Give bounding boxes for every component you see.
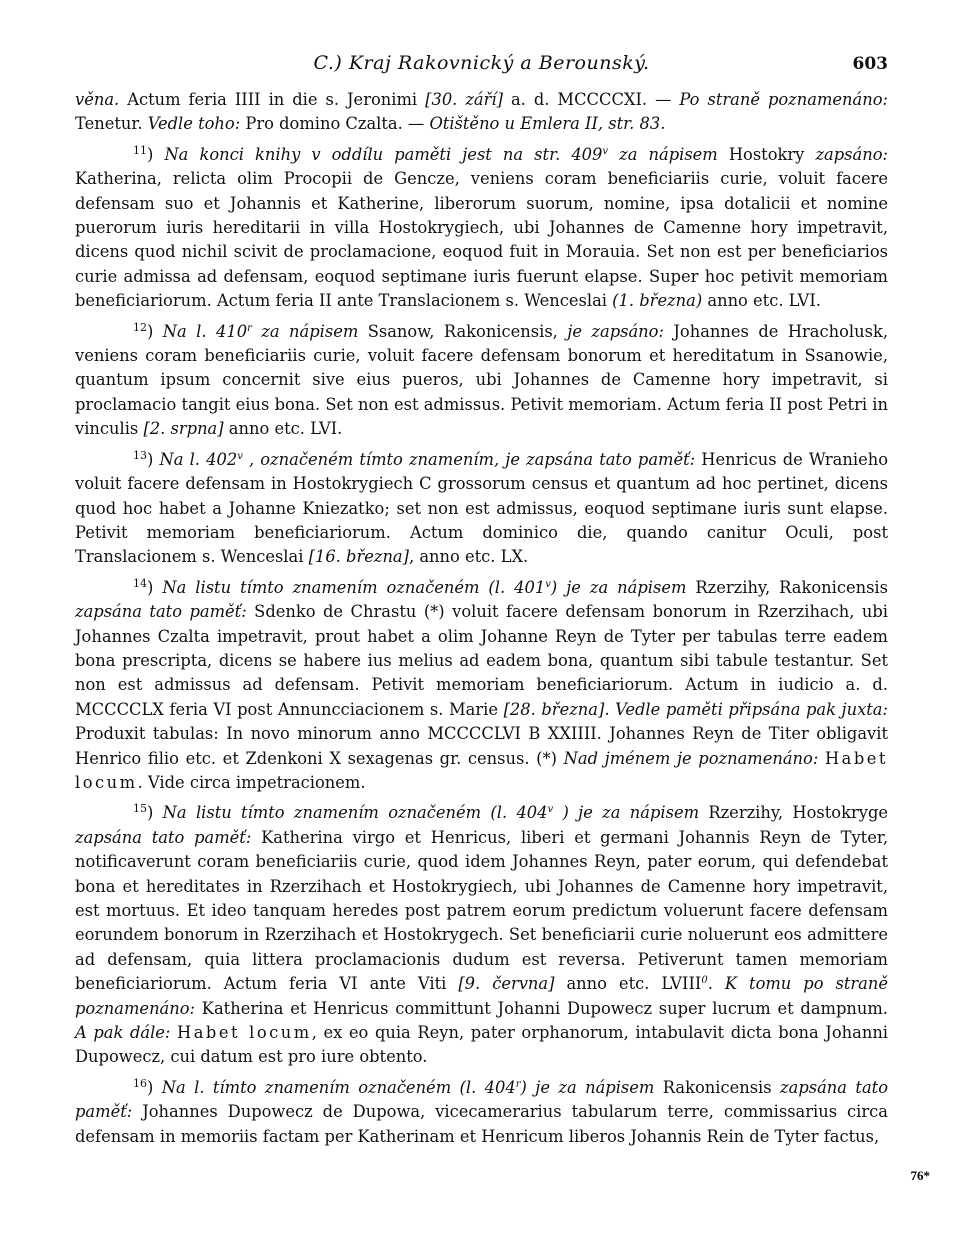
editorial-note-text: Po straně poznamenáno: xyxy=(679,90,888,109)
editorial-note-text: Vedle toho: xyxy=(147,114,241,134)
footnote-15: $^{15}$) Na listu tímto znamením označeném (l. 404$^v$ ) je za nápisem Rzerzihy, Hostokryge zapsána tato paměť: Katherina virgo et Henricus, liberi et germani Johannis Reyn de Tyter, notificaverunt coram beneficiariis curie, quod idem Johannes Reyn, pater eorum, qui defendebat bona et hereditates in Rzerzihach et Hostokrygiech, ubi Johannes de Camenne hory impetravit, est mortuus. Et ideo tanquam heredes post patrem eorum predictum voluerunt facere defensam eorundem bonorum in Rzerzihach et Hostokrygech. Set beneficiarii curie noluerunt eos admittere ad defensam, quia littera proclamacionis dudum est reversa. Petiverunt tamen memoriam beneficiariorum. Actum feria VI ante Viti [9. června] anno etc. LVIII$^0$. K tomu po straně poznamenáno: Katherina et Henricus committunt Johanni Dupowecz super lucrum et dampnum. A pak dále: Habet locum, ex eo quia Reyn, pater orphanorum, intabulavit dicta bona Johanni Dupowecz, cui datum est pro iure obtento. xyxy=(75,802,889,1067)
record-text: Rzerzihy, Hostokryge xyxy=(699,803,889,823)
editorial-note-text: Otištěno u Emlera II, str. 83. xyxy=(429,114,666,134)
record-text: a. d. MCCCCXI. — xyxy=(502,90,680,109)
record-text: anno etc. LVI. xyxy=(702,291,821,311)
footnote-14: $^{14}$) Na listu tímto znamením označeném (l. 401$^v$) je za nápisem Rzerzihy, Rakonicensis zapsána tato paměť: Sdenko de Chrastu (*) voluit facere defensam bonorum in Rzerzihach, ubi Johannes Czalta impetravit, prout habet a olim Johanne Reyn de Tyter per tabulas terre eadem bona prescripta, dicens se habere ius melius ad eadem bona, quantum sibi tabule testantur. Set non est admissus ad defensam. Petivit memoriam beneficiariorum. Actum in iudicio a. d. MCCCCLX feria VI post Annuncciacionem s. Marie [28. března]. Vedle paměti připsána pak juxta: Produxit tabulas: In novo minorum anno MCCCCLVI B XXIIII. Johannes Reyn de Titer obligavit Henrico filio etc. et Zdenkoni X sexagenas gr. census. (*) Nad jménem je poznamenáno: Habet locum. Vide circa impetracionem. xyxy=(75,576,888,792)
footnote-16: $^{16}$) Na l. tímto znamením označeném (l. 404$^r$) je za nápisem Rakonicensis zapsána tato paměť: Johannes Dupowecz de Dupowa, vicecamerarius tabularum terre, commissarius circa defensam in memoriis factam per Katherinam et Henricum liberos Johannis Rein de Tyter factus, xyxy=(75,1076,888,1146)
record-text: anno etc. LVIII xyxy=(554,974,702,994)
editorial-note-text: je zapsáno: xyxy=(567,321,664,341)
editorial-note-text: K tomu po straně poznamenáno: xyxy=(75,974,888,1018)
editorial-note-text: [30. září] xyxy=(425,90,503,109)
editorial-note-text: za nápisem xyxy=(251,321,359,341)
footnote-11: $^{11}$) Na konci knihy v oddílu paměti jest na str. 409$^v$ za nápisem Hostokry zapsáno: Katherina, relicta olim Procopii de Gencze, veniens coram beneficiariis curie, voluit facere defensam suo et Johannis et Katherine, liberorum suorum, nomine, ipsa dotalicii et nomine puerorum iuris hereditarii in villa Hostokrygiech, ubi Johannes de Camenne hory impetravit, dicens quod nichil scivit de proclamacione, eoquod fuit in Morauia. Set non est per beneficiarios curie admissa ad defensam, eoquod septimane iuris fuerunt elapse. Super hoc petivit memoriam beneficiariorum. Actum feria II ante Translacionem s. Wenceslai (1. března) anno etc. LVI. xyxy=(75,143,888,311)
footnote-13: $^{13}$) Na l. 402$^v$ , označeném tímto znamením, je zapsána tato paměť: Henricus de Wranieho voluit facere defensam in Hostokrygiech C grossorum census et quantum ad hoc pertinet, dicens quod hoc habet a Johanne Kniezatko; set non est admissus, eoquod septimane iuris sunt elapse. Petivit memoriam beneficiariorum. Actum dominico die, quando canitur Oculi, post Translacionem s. Wenceslai [16. března], anno etc. LX. xyxy=(75,448,888,567)
record-text: Pro domino Czalta. — xyxy=(240,114,430,134)
record-text: . xyxy=(707,974,725,994)
superscript-mark: v xyxy=(547,804,554,816)
editorial-note-text: ) je za nápisem xyxy=(520,1077,655,1097)
record-text: Tenetur. xyxy=(75,114,148,134)
editorial-note-text: [16. března] xyxy=(308,547,409,567)
page-number: 603 xyxy=(852,54,888,74)
record-text: Ssanow, Rakonicensis, xyxy=(358,321,568,341)
spaced-text: Habet locum xyxy=(75,748,888,792)
footnote-number: 11 xyxy=(133,143,147,157)
superscript-mark: v xyxy=(545,578,551,590)
editorial-note-text: Na l. tímto znamením označeném (l. 404 xyxy=(161,1077,516,1097)
editorial-note-text: Na listu tímto znamením označeném (l. 401 xyxy=(162,577,546,597)
record-text: , anno etc. LX. xyxy=(409,547,529,567)
record-text: Rzerzihy, Rakonicensis xyxy=(686,577,888,597)
editorial-note-text: ) je za nápisem xyxy=(553,803,700,823)
footnote-number: 14 xyxy=(133,576,147,590)
editorial-note-text: za nápisem xyxy=(608,144,718,164)
record-text xyxy=(818,749,825,768)
superscript-mark: v xyxy=(237,450,243,462)
editorial-note-text: Na konci knihy v oddílu paměti jest na str. 409 xyxy=(164,144,603,164)
record-text: anno etc. LVI. xyxy=(223,419,343,439)
editorial-note-text: Vedle paměti připsána pak juxta: xyxy=(615,699,888,719)
record-text: Henricus de Wranieho voluit facere defensam in Hostokrygiech C grossorum census et quantum ad hoc pertinet, dicens quod hoc habet a Johanne Kniezatko; set non est admissus, eoquod septimane iuris sunt elapse. Petivit memoriam beneficiariorum. Actum dominico die, quando canitur Oculi, post Translacionem s. Wenceslai xyxy=(75,449,888,567)
footnote-number: 16 xyxy=(133,1076,147,1090)
footnote-continuation xyxy=(75,88,888,137)
editorial-note-text: zapsána tato paměť: xyxy=(75,827,252,847)
editorial-note-text: věna. xyxy=(75,90,120,109)
page-header xyxy=(75,48,888,88)
superscript-mark: r xyxy=(247,322,252,334)
record-text: Katherina, relicta olim Procopii de Gencze, veniens coram beneficiariis curie, voluit facere defensam suo et Johannis et Katherine, liberorum suorum, nomine, ipsa dotalicii et nomine puerorum iuris hereditarii in villa Hostokrygiech, ubi Johannes de Camenne hory impetravit, dicens quod nichil scivit de proclamacione, eoquod fuit in Morauia. Set non est per beneficiarios curie admissa ad defensam, eoquod septimane iuris fuerunt elapse. Super hoc petivit memoriam beneficiariorum. Actum feria II ante Translacionem s. Wenceslai xyxy=(75,169,888,311)
superscript-mark: v xyxy=(602,145,609,157)
record-text: Actum feria IIII in die s. Jeronimi xyxy=(119,90,426,109)
record-text: Sdenko de Chrastu (*) voluit facere defensam bonorum in Rzerzihach, ubi Johannes Czalta impetravit, prout habet a olim Johanne Reyn de Tyter per tabulas terre eadem bona prescripta, dicens se habere ius melius ad eadem bona, quantum sibi tabule testantur. Set non est admissus ad defensam. Petivit memoriam beneficiariorum. Actum in iudicio a. d. MCCCCLX feria VI post Annuncciacionem s. Marie xyxy=(75,602,888,719)
editorial-note-text: ) je za nápisem xyxy=(550,577,687,597)
editorial-note-text: zapsána tato paměť: xyxy=(75,1077,888,1122)
record-text: Hostokry xyxy=(717,144,816,164)
record-text: . Vide circa impetracionem. xyxy=(137,772,366,792)
running-head: C.) Kraj Rakovnický a Berounský. xyxy=(313,52,650,74)
editorial-note-text: Nad jménem je poznamenáno: xyxy=(563,748,819,768)
editorial-note-text: [9. června] xyxy=(458,974,555,994)
record-text: Produxit tabulas: In novo minorum anno MCCCCLVI B XXIIII. Johannes Reyn de Titer obligavit Henrico filio etc. et Zdenkoni X sexagenas gr. census. (*) xyxy=(75,724,888,768)
editorial-note-text: Na l. 410 xyxy=(162,321,248,341)
footnote-number: 13 xyxy=(133,448,147,462)
spaced-text: Habet locum xyxy=(177,1023,312,1043)
footnote-number: 15 xyxy=(133,802,147,816)
footnote-12: $^{12}$) Na l. 410$^r$ za nápisem Ssanow, Rakonicensis, je zapsáno: Johannes de Hracholusk, veniens coram beneficiariis curie, voluit facere defensam bonorum et hereditatum in Ssanowie, quantum ipsum concernit sive eius pueros, ubi Johannes de Camenne hory impetravit, si proclamacio tangit eius bona. Set non est admissus. Petivit memoriam. Actum feria II post Petri in vinculis [2. srpna] anno etc. LVI. xyxy=(75,320,888,439)
footnote-number: 12 xyxy=(133,320,147,334)
record-text: Johannes Dupowecz de Dupowa, vicecamerarius tabularum terre, commissarius circa defensam in memoriis factam per Katherinam et Henricum liberos Johannis Rein de Tyter factus, xyxy=(75,1102,888,1146)
superscript-mark: 0 xyxy=(701,975,708,987)
record-text: Katherina virgo et Henricus, liberi et germani Johannis Reyn de Tyter, notificaverunt coram beneficiariis curie, quod idem Johannes Reyn, pater eorum, qui defendebat bona et hereditates in Rzerzihach et Hostokrygiech, ubi Johannes de Camenne hory impetravit, est mortuus. Et ideo tanquam heredes post patrem eorum predictum voluerunt facere defensam eorundem bonorum in Rzerzihach et Hostokrygech. Set beneficiarii curie noluerunt eos admittere ad defensam, quia littera proclamacionis dudum est reversa. Petiverunt tamen memoriam beneficiariorum. Actum feria VI ante Viti xyxy=(75,827,889,994)
editorial-note-text: [2. srpna] xyxy=(143,419,224,439)
record-text: Katherina et Henricus committunt Johanni Dupowecz super lucrum et dampnum. xyxy=(195,998,888,1018)
signature-mark: 76* xyxy=(910,1168,930,1183)
record-text: , ex eo quia Reyn, pater orphanorum, intabulavit dicta bona Johanni Dupowecz, cui datum est pro iure obtento. xyxy=(75,1023,889,1067)
editorial-note-text: Na l. 402 xyxy=(159,449,238,469)
editorial-note-text: Na listu tímto znamením označeném (l. 404 xyxy=(162,803,548,823)
editorial-note-text: zapsáno: xyxy=(815,144,888,164)
footnotes-body xyxy=(75,88,888,1149)
document-page xyxy=(75,48,888,1149)
editorial-note-text: , označeném tímto znamením, je zapsána tato paměť: xyxy=(242,449,696,469)
editorial-note-text: (1. března) xyxy=(612,291,703,311)
superscript-mark: r xyxy=(515,1078,521,1090)
record-text: Rakonicensis xyxy=(654,1077,781,1097)
editorial-note-text: A pak dále: xyxy=(75,1023,171,1043)
editorial-note-text: zapsána tato paměť: xyxy=(75,602,247,622)
editorial-note-text: [28. března]. xyxy=(503,699,610,719)
record-text: Johannes de Hracholusk, veniens coram beneficiariis curie, voluit facere defensam bonorum et hereditatum in Ssanowie, quantum ipsum concernit sive eius pueros, ubi Johannes de Camenne hory impetravit, si proclamacio tangit eius bona. Set non est admissus. Petivit memoriam. Actum feria II post Petri in vinculis xyxy=(75,321,888,439)
